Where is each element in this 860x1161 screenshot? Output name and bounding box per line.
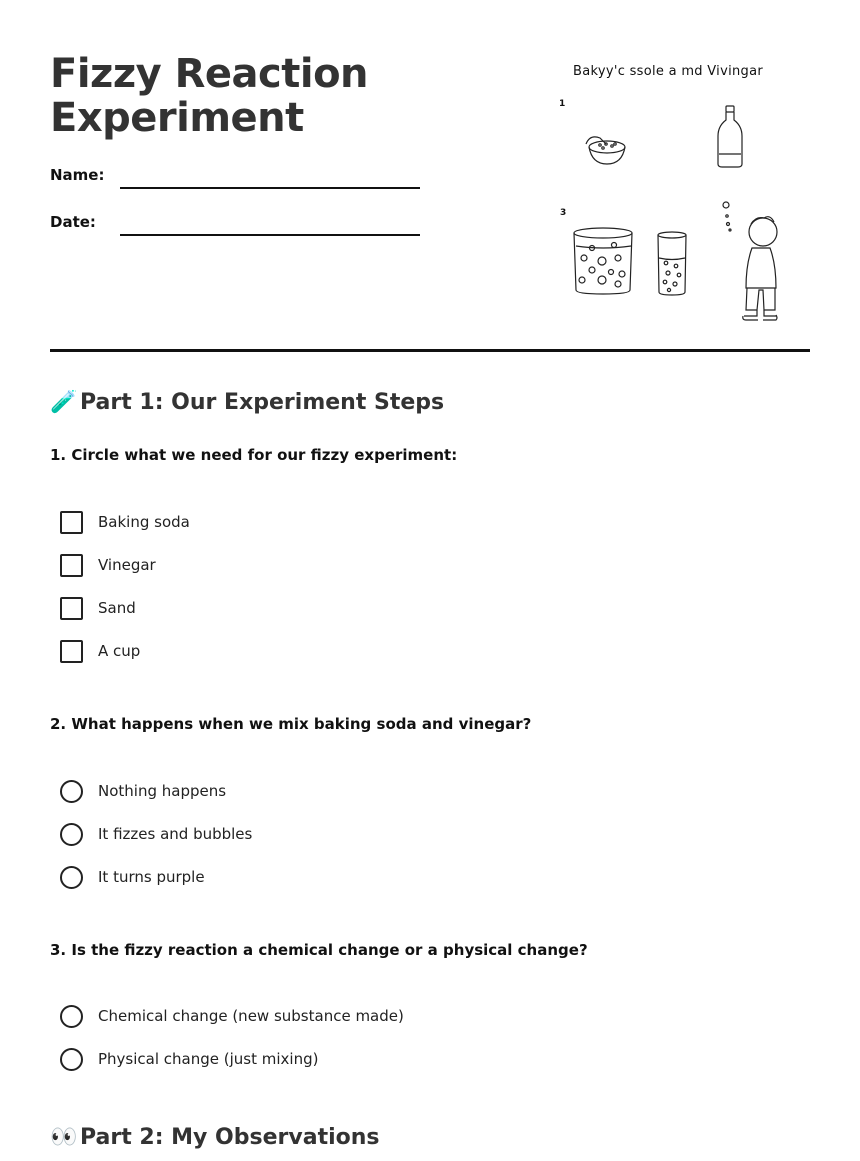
section-divider — [50, 349, 810, 352]
option-label: Sand — [98, 599, 136, 617]
test-tube-icon: 🧪 — [50, 390, 78, 415]
option-label: Baking soda — [98, 513, 190, 531]
fizzing-glass-icon — [574, 228, 632, 294]
q1-option-vinegar[interactable] — [60, 552, 156, 578]
radio-button[interactable] — [60, 1005, 83, 1028]
q2-option-purple[interactable] — [60, 864, 205, 890]
q3-option-chemical[interactable] — [60, 1003, 404, 1029]
q3-option-physical[interactable] — [60, 1046, 318, 1072]
option-label: Vinegar — [98, 556, 156, 574]
title-line-1: Fizzy Reaction — [50, 51, 369, 97]
q1-option-baking-soda[interactable] — [60, 509, 190, 535]
step-number-1: 1 — [559, 99, 566, 109]
step-number-3: 3 — [560, 208, 567, 218]
part1-heading-text: Part 1: Our Experiment Steps — [80, 390, 445, 415]
part1-heading — [50, 390, 444, 415]
worksheet-title — [50, 52, 368, 140]
q2-option-nothing[interactable] — [60, 778, 226, 804]
checkbox[interactable] — [60, 640, 83, 663]
name-label: Name: — [50, 166, 105, 184]
option-label: Chemical change (new substance made) — [98, 1007, 404, 1025]
radio-button[interactable] — [60, 823, 83, 846]
vinegar-bottle-icon — [718, 106, 742, 167]
option-label: It turns purple — [98, 868, 205, 886]
child-observer-icon — [723, 202, 777, 320]
part2-heading-text: Part 2: My Observations — [80, 1125, 380, 1150]
part2-heading — [50, 1125, 380, 1150]
question-2: 2. What happens when we mix baking soda and vinegar? — [50, 715, 532, 733]
experiment-illustration — [556, 58, 786, 328]
name-field[interactable] — [120, 187, 420, 189]
question-1: 1. Circle what we need for our fizzy experiment: — [50, 446, 458, 464]
bowl-icon — [586, 137, 625, 164]
date-label: Date: — [50, 213, 96, 231]
option-label: Nothing happens — [98, 782, 227, 800]
question-3: 3. Is the fizzy reaction a chemical change or a physical change? — [50, 941, 588, 959]
illustration-caption: Bakyy'c ssole a md Vivingar — [573, 64, 764, 79]
radio-button[interactable] — [60, 866, 83, 889]
eyes-icon: 👀 — [50, 1125, 78, 1150]
q1-option-cup[interactable] — [60, 638, 140, 664]
title-line-2: Experiment — [50, 95, 304, 141]
checkbox[interactable] — [60, 597, 83, 620]
checkbox[interactable] — [60, 511, 83, 534]
option-label: A cup — [98, 642, 141, 660]
tall-glass-icon — [658, 232, 686, 295]
radio-button[interactable] — [60, 1048, 83, 1071]
date-field[interactable] — [120, 234, 420, 236]
q1-option-sand[interactable] — [60, 595, 136, 621]
option-label: Physical change (just mixing) — [98, 1050, 319, 1068]
checkbox[interactable] — [60, 554, 83, 577]
option-label: It fizzes and bubbles — [98, 825, 253, 843]
radio-button[interactable] — [60, 780, 83, 803]
q2-option-fizzes[interactable] — [60, 821, 252, 847]
illustration-drawing — [556, 58, 786, 328]
